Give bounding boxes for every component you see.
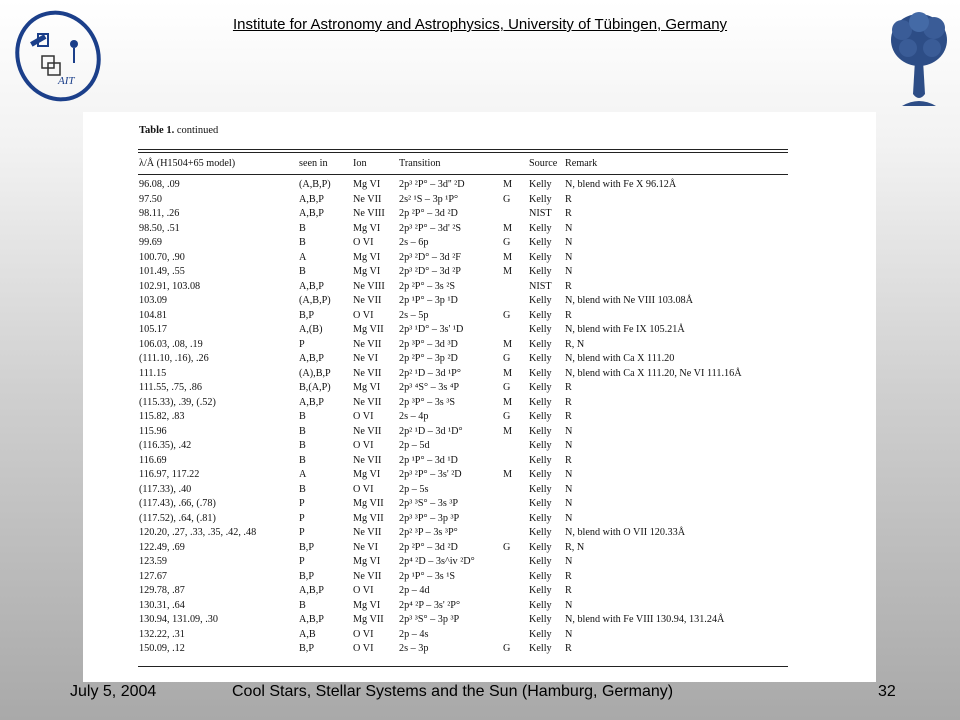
rule-header — [138, 174, 788, 175]
table-row — [83, 310, 876, 325]
table-row — [83, 223, 876, 238]
cell-wavelength: 99.69 — [139, 237, 162, 248]
cell-seen-in: B — [299, 440, 306, 451]
cell-source: Kelly — [529, 570, 552, 582]
cell-wavelength: 103.09 — [139, 295, 168, 306]
cell-wavelength: 150.09, .12 — [139, 643, 185, 654]
cell-transition: 2p² ¹D – 3d ¹D° — [399, 425, 463, 437]
table-row — [83, 324, 876, 339]
cell-remark: N, blend with Fe X 96.12Å — [565, 179, 677, 190]
cell-ion: Ne VIII — [353, 208, 385, 219]
table-row — [83, 629, 876, 644]
cell-source: Kelly — [529, 411, 552, 422]
cell-wavelength: (116.35), .42 — [139, 440, 192, 451]
cell-transition: 2p³ ²D° – 3d ²P — [399, 266, 461, 277]
cell-flag: G — [503, 237, 511, 248]
cell-remark: N, blend with Ca X 111.20 — [565, 353, 675, 364]
cell-seen-in: (A,B,P) — [299, 295, 331, 306]
cell-seen-in: B,(A,P) — [299, 382, 331, 393]
table-row — [83, 208, 876, 223]
cell-transition: 2p ²P° – 3d ²D — [399, 541, 458, 553]
table-row — [83, 368, 876, 383]
cell-remark: N — [565, 237, 573, 248]
cell-wavelength: 101.49, .55 — [139, 266, 185, 277]
rule-top-2 — [138, 152, 788, 153]
cell-source: Kelly — [529, 251, 552, 263]
table-row — [83, 237, 876, 252]
table-row — [83, 542, 876, 557]
cell-ion: Ne VIII — [353, 280, 385, 292]
cell-wavelength: 111.15 — [139, 367, 167, 379]
cell-remark: N, blend with Fe VIII 130.94, 131.24Å — [565, 614, 725, 625]
col-header-ion: Ion — [353, 158, 367, 169]
cell-flag: G — [503, 411, 511, 422]
cell-seen-in: (A,B,P) — [299, 179, 331, 190]
cell-wavelength: 130.94, 131.09, .30 — [139, 614, 218, 625]
cell-seen-in: B — [299, 425, 306, 437]
cell-ion: Mg VII — [353, 498, 384, 509]
cell-transition: 2s – 4p — [399, 411, 429, 422]
table-row — [83, 527, 876, 542]
table-row — [83, 556, 876, 571]
cell-transition: 2p – 4s — [399, 628, 429, 640]
cell-wavelength: 123.59 — [139, 556, 168, 567]
cell-ion: O VI — [353, 309, 374, 321]
cell-ion: O VI — [353, 643, 374, 654]
cell-source: Kelly — [529, 628, 552, 640]
cell-seen-in: B,P — [299, 541, 315, 553]
cell-ion: Ne VI — [353, 353, 378, 364]
table-row — [83, 614, 876, 629]
cell-remark: N, blend with Ca X 111.20, Ne VI 111.16Å — [565, 367, 742, 379]
table-row — [83, 339, 876, 354]
cell-remark: N — [565, 512, 573, 524]
cell-remark: N — [565, 483, 573, 495]
cell-wavelength: 129.78, .87 — [139, 585, 185, 596]
cell-transition: 2p³ ³P° – 3p ³P — [399, 512, 460, 524]
cell-seen-in: B — [299, 266, 306, 277]
table-row — [83, 440, 876, 455]
cell-source: Kelly — [529, 382, 552, 393]
cell-wavelength: 100.70, .90 — [139, 251, 185, 263]
cell-remark: N — [565, 251, 573, 263]
cell-source: Kelly — [529, 527, 552, 538]
cell-seen-in: B — [299, 237, 306, 248]
table-row — [83, 585, 876, 600]
cell-wavelength: 98.50, .51 — [139, 222, 180, 234]
cell-transition: 2p – 5d — [399, 440, 430, 451]
cell-ion: Mg VI — [353, 382, 381, 393]
cell-source: Kelly — [529, 454, 552, 466]
cell-remark: R — [565, 309, 572, 321]
cell-transition: 2p² ³P – 3s ³P° — [399, 527, 458, 538]
cell-flag: G — [503, 382, 511, 393]
cell-remark: N — [565, 469, 573, 480]
cell-source: NIST — [529, 280, 552, 292]
cell-flag: M — [503, 266, 513, 277]
cell-source: Kelly — [529, 353, 552, 364]
cell-source: Kelly — [529, 338, 552, 350]
cell-ion: Ne VII — [353, 425, 382, 437]
cell-ion: Ne VII — [353, 295, 382, 306]
table-row — [83, 411, 876, 426]
cell-ion: Mg VI — [353, 599, 381, 611]
cell-remark: N — [565, 599, 573, 611]
cell-wavelength: 102.91, 103.08 — [139, 280, 201, 292]
cell-wavelength: (117.33), .40 — [139, 483, 192, 495]
cell-transition: 2p ²P° – 3s ²S — [399, 280, 456, 292]
cell-remark: N, blend with Ne VIII 103.08Å — [565, 295, 693, 306]
cell-wavelength: 97.50 — [139, 193, 162, 205]
cell-transition: 2p³ ²P° – 3d' ²S — [399, 222, 462, 234]
table-row — [83, 194, 876, 209]
cell-source: Kelly — [529, 614, 552, 625]
table-row — [83, 600, 876, 615]
cell-transition: 2p³ ³S° – 3s ³P — [399, 498, 459, 509]
cell-ion: Ne VI — [353, 541, 378, 553]
cell-remark: R — [565, 643, 572, 654]
cell-remark: N — [565, 266, 573, 277]
cell-seen-in: B,P — [299, 570, 315, 582]
cell-wavelength: 130.31, .64 — [139, 599, 185, 611]
tree-logo — [888, 10, 950, 110]
cell-transition: 2s – 5p — [399, 309, 429, 321]
cell-flag: M — [503, 469, 513, 480]
cell-ion: Ne VII — [353, 570, 382, 582]
cell-source: Kelly — [529, 295, 552, 306]
cell-source: Kelly — [529, 193, 552, 205]
cell-ion: O VI — [353, 237, 374, 248]
cell-source: Kelly — [529, 469, 552, 480]
cell-transition: 2s – 3p — [399, 643, 429, 654]
table-row — [83, 484, 876, 499]
cell-remark: N — [565, 498, 573, 509]
col-header-transition: Transition — [399, 158, 441, 169]
cell-flag: G — [503, 193, 511, 205]
table-row — [83, 266, 876, 281]
cell-ion: Mg VII — [353, 512, 384, 524]
cell-seen-in: A,B,P — [299, 396, 324, 408]
cell-flag: G — [503, 309, 511, 321]
cell-seen-in: A,B,P — [299, 193, 324, 205]
cell-flag: M — [503, 222, 513, 234]
cell-remark: R — [565, 280, 572, 292]
cell-flag: M — [503, 425, 513, 437]
cell-seen-in: A,B,P — [299, 280, 324, 292]
cell-wavelength: 116.97, 117.22 — [139, 469, 200, 480]
cell-transition: 2p ³P° – 3s ³S — [399, 396, 456, 408]
cell-seen-in: B — [299, 411, 306, 422]
cell-transition: 2p ³P° – 3d ³D — [399, 338, 458, 350]
cell-remark: N — [565, 628, 573, 640]
table-row — [83, 426, 876, 441]
cell-transition: 2p³ ²P° – 3s' ²D — [399, 469, 462, 480]
cell-source: Kelly — [529, 222, 552, 234]
table-row — [83, 382, 876, 397]
cell-remark: R — [565, 585, 572, 596]
cell-remark: R — [565, 396, 572, 408]
cell-transition: 2p ¹P° – 3p ¹D — [399, 295, 458, 306]
header-institute: Institute for Astronomy and Astrophysics, University of Tübingen, Germany — [232, 16, 728, 33]
table-row — [83, 498, 876, 513]
table-row — [83, 252, 876, 267]
cell-ion: Mg VII — [353, 324, 384, 335]
cell-wavelength: 111.55, .75, .86 — [139, 382, 202, 393]
cell-remark: N, blend with Fe IX 105.21Å — [565, 324, 685, 335]
cell-wavelength: 104.81 — [139, 309, 168, 321]
cell-wavelength: 106.03, .08, .19 — [139, 338, 203, 350]
cell-ion: Mg VII — [353, 614, 384, 625]
cell-seen-in: A,B,P — [299, 614, 324, 625]
cell-remark: R — [565, 570, 572, 582]
cell-wavelength: (117.43), .66, (.78) — [139, 498, 216, 509]
table-row — [83, 455, 876, 470]
cell-transition: 2p ¹P° – 3d ¹D — [399, 454, 458, 466]
cell-wavelength: 96.08, .09 — [139, 179, 180, 190]
cell-remark: N — [565, 222, 573, 234]
cell-ion: Mg VI — [353, 469, 381, 480]
cell-ion: Ne VII — [353, 338, 382, 350]
cell-seen-in: (A),B,P — [299, 367, 331, 379]
cell-ion: Mg VI — [353, 251, 381, 263]
cell-transition: 2p² ¹D – 3d ¹P° — [399, 367, 461, 379]
cell-transition: 2s – 6p — [399, 237, 429, 248]
cell-remark: R — [565, 411, 572, 422]
cell-remark: R — [565, 454, 572, 466]
cell-flag: M — [503, 367, 513, 379]
cell-seen-in: A — [299, 469, 307, 480]
rule-top — [138, 149, 788, 150]
cell-flag: M — [503, 251, 513, 263]
cell-seen-in: P — [299, 338, 305, 350]
cell-wavelength: 116.69 — [139, 454, 167, 466]
col-header-remark: Remark — [565, 158, 598, 169]
table-caption: Table 1. continued — [139, 125, 219, 136]
cell-source: Kelly — [529, 237, 552, 248]
cell-wavelength: 122.49, .69 — [139, 541, 185, 553]
cell-seen-in: B — [299, 599, 306, 611]
cell-remark: N — [565, 440, 573, 451]
cell-wavelength: 132.22, .31 — [139, 628, 185, 640]
cell-source: Kelly — [529, 179, 552, 190]
cell-seen-in: A,B,P — [299, 208, 324, 219]
cell-ion: Ne VII — [353, 454, 382, 466]
logo-text: AIT — [58, 75, 75, 87]
table-row — [83, 469, 876, 484]
cell-remark: R — [565, 193, 572, 205]
table-row — [83, 179, 876, 194]
cell-transition: 2p⁴ ²P – 3s' ²P° — [399, 599, 461, 611]
cell-ion: Mg VI — [353, 266, 381, 277]
col-header-wavelength: λ/Å (H1504+65 model) — [139, 158, 236, 169]
cell-seen-in: P — [299, 512, 305, 524]
cell-source: Kelly — [529, 440, 552, 451]
cell-remark: N, blend with O VII 120.33Å — [565, 527, 686, 538]
cell-seen-in: P — [299, 556, 305, 567]
cell-source: Kelly — [529, 599, 552, 611]
cell-wavelength: 120.20, .27, .33, .35, .42, .48 — [139, 527, 257, 538]
cell-ion: Ne VII — [353, 527, 382, 538]
cell-source: Kelly — [529, 425, 552, 437]
cell-transition: 2p – 4d — [399, 585, 430, 596]
cell-ion: Ne VII — [353, 193, 382, 205]
col-header-seen-in: seen in — [299, 158, 328, 169]
cell-transition: 2p ²P° – 3p ²D — [399, 353, 458, 364]
cell-source: Kelly — [529, 585, 552, 596]
cell-wavelength: (117.52), .64, (.81) — [139, 512, 216, 524]
ait-logo — [8, 8, 104, 104]
cell-seen-in: A,B,P — [299, 353, 324, 364]
cell-ion: Ne VII — [353, 367, 382, 379]
cell-transition: 2p ²P° – 3d ²D — [399, 208, 458, 219]
table-row — [83, 353, 876, 368]
cell-seen-in: A,(B) — [299, 324, 323, 335]
cell-flag: G — [503, 541, 511, 553]
cell-wavelength: (111.10, .16), .26 — [139, 353, 209, 364]
cell-seen-in: A,B,P — [299, 585, 324, 596]
cell-transition: 2p³ ²D° – 3d ²F — [399, 251, 461, 263]
table-row — [83, 281, 876, 296]
table-row — [83, 397, 876, 412]
cell-ion: Ne VII — [353, 396, 382, 408]
cell-transition: 2p³ ¹D° – 3s' ¹D — [399, 324, 464, 335]
table-row — [83, 513, 876, 528]
cell-ion: O VI — [353, 411, 374, 422]
cell-seen-in: B,P — [299, 309, 315, 321]
cell-transition: 2p – 5s — [399, 483, 429, 495]
footer-date: July 5, 2004 — [70, 683, 157, 700]
cell-source: Kelly — [529, 541, 552, 553]
cell-wavelength: (115.33), .39, (.52) — [139, 396, 216, 408]
cell-source: NIST — [529, 208, 552, 219]
table-row — [83, 295, 876, 310]
cell-ion: Mg VI — [353, 556, 381, 567]
page-number: 32 — [878, 683, 896, 700]
cell-source: Kelly — [529, 512, 552, 524]
rule-bottom — [138, 666, 788, 667]
footer-title: Cool Stars, Stellar Systems and the Sun (Hamburg, Germany) — [232, 683, 674, 700]
cell-transition: 2p ¹P° – 3s ¹S — [399, 570, 456, 582]
cell-source: Kelly — [529, 498, 552, 509]
cell-source: Kelly — [529, 483, 552, 495]
cell-remark: R, N — [565, 541, 585, 553]
cell-ion: O VI — [353, 585, 374, 596]
cell-wavelength: 98.11, .26 — [139, 208, 180, 219]
cell-remark: R — [565, 208, 572, 219]
cell-ion: O VI — [353, 483, 374, 495]
cell-wavelength: 115.82, .83 — [139, 411, 185, 422]
cell-flag: M — [503, 179, 513, 190]
cell-source: Kelly — [529, 643, 552, 654]
cell-source: Kelly — [529, 556, 552, 567]
cell-wavelength: 127.67 — [139, 570, 168, 582]
cell-transition: 2s² ¹S – 3p ¹P° — [399, 193, 459, 205]
cell-remark: N — [565, 556, 573, 567]
cell-wavelength: 105.17 — [139, 324, 168, 335]
cell-transition: 2p³ ³S° – 3p ³P — [399, 614, 460, 625]
cell-seen-in: B — [299, 222, 306, 234]
cell-wavelength: 115.96 — [139, 425, 167, 437]
cell-flag: G — [503, 643, 511, 654]
cell-remark: R — [565, 382, 572, 393]
cell-ion: O VI — [353, 440, 374, 451]
cell-remark: N — [565, 425, 573, 437]
cell-seen-in: P — [299, 527, 305, 538]
cell-source: Kelly — [529, 309, 552, 321]
cell-source: Kelly — [529, 367, 552, 379]
cell-transition: 2p³ ⁴S° – 3s ⁴P — [399, 382, 460, 393]
cell-seen-in: A — [299, 251, 307, 263]
cell-seen-in: P — [299, 498, 305, 509]
cell-ion: Mg VI — [353, 179, 381, 190]
cell-seen-in: A,B — [299, 628, 316, 640]
cell-flag: G — [503, 353, 511, 364]
col-header-source: Source — [529, 158, 558, 169]
cell-seen-in: B — [299, 483, 306, 495]
cell-flag: M — [503, 396, 513, 408]
cell-flag: M — [503, 338, 513, 350]
cell-source: Kelly — [529, 396, 552, 408]
table-image — [83, 112, 876, 682]
table-row — [83, 643, 876, 658]
cell-seen-in: B,P — [299, 643, 315, 654]
cell-ion: Mg VI — [353, 222, 381, 234]
cell-source: Kelly — [529, 266, 552, 277]
cell-seen-in: B — [299, 454, 306, 466]
cell-transition: 2p⁴ ²D – 3s^iv ²D° — [399, 556, 475, 567]
cell-transition: 2p³ ²P° – 3d'' ²D — [399, 179, 465, 190]
table-row — [83, 571, 876, 586]
cell-remark: R, N — [565, 338, 585, 350]
cell-ion: O VI — [353, 628, 374, 640]
cell-source: Kelly — [529, 324, 552, 335]
